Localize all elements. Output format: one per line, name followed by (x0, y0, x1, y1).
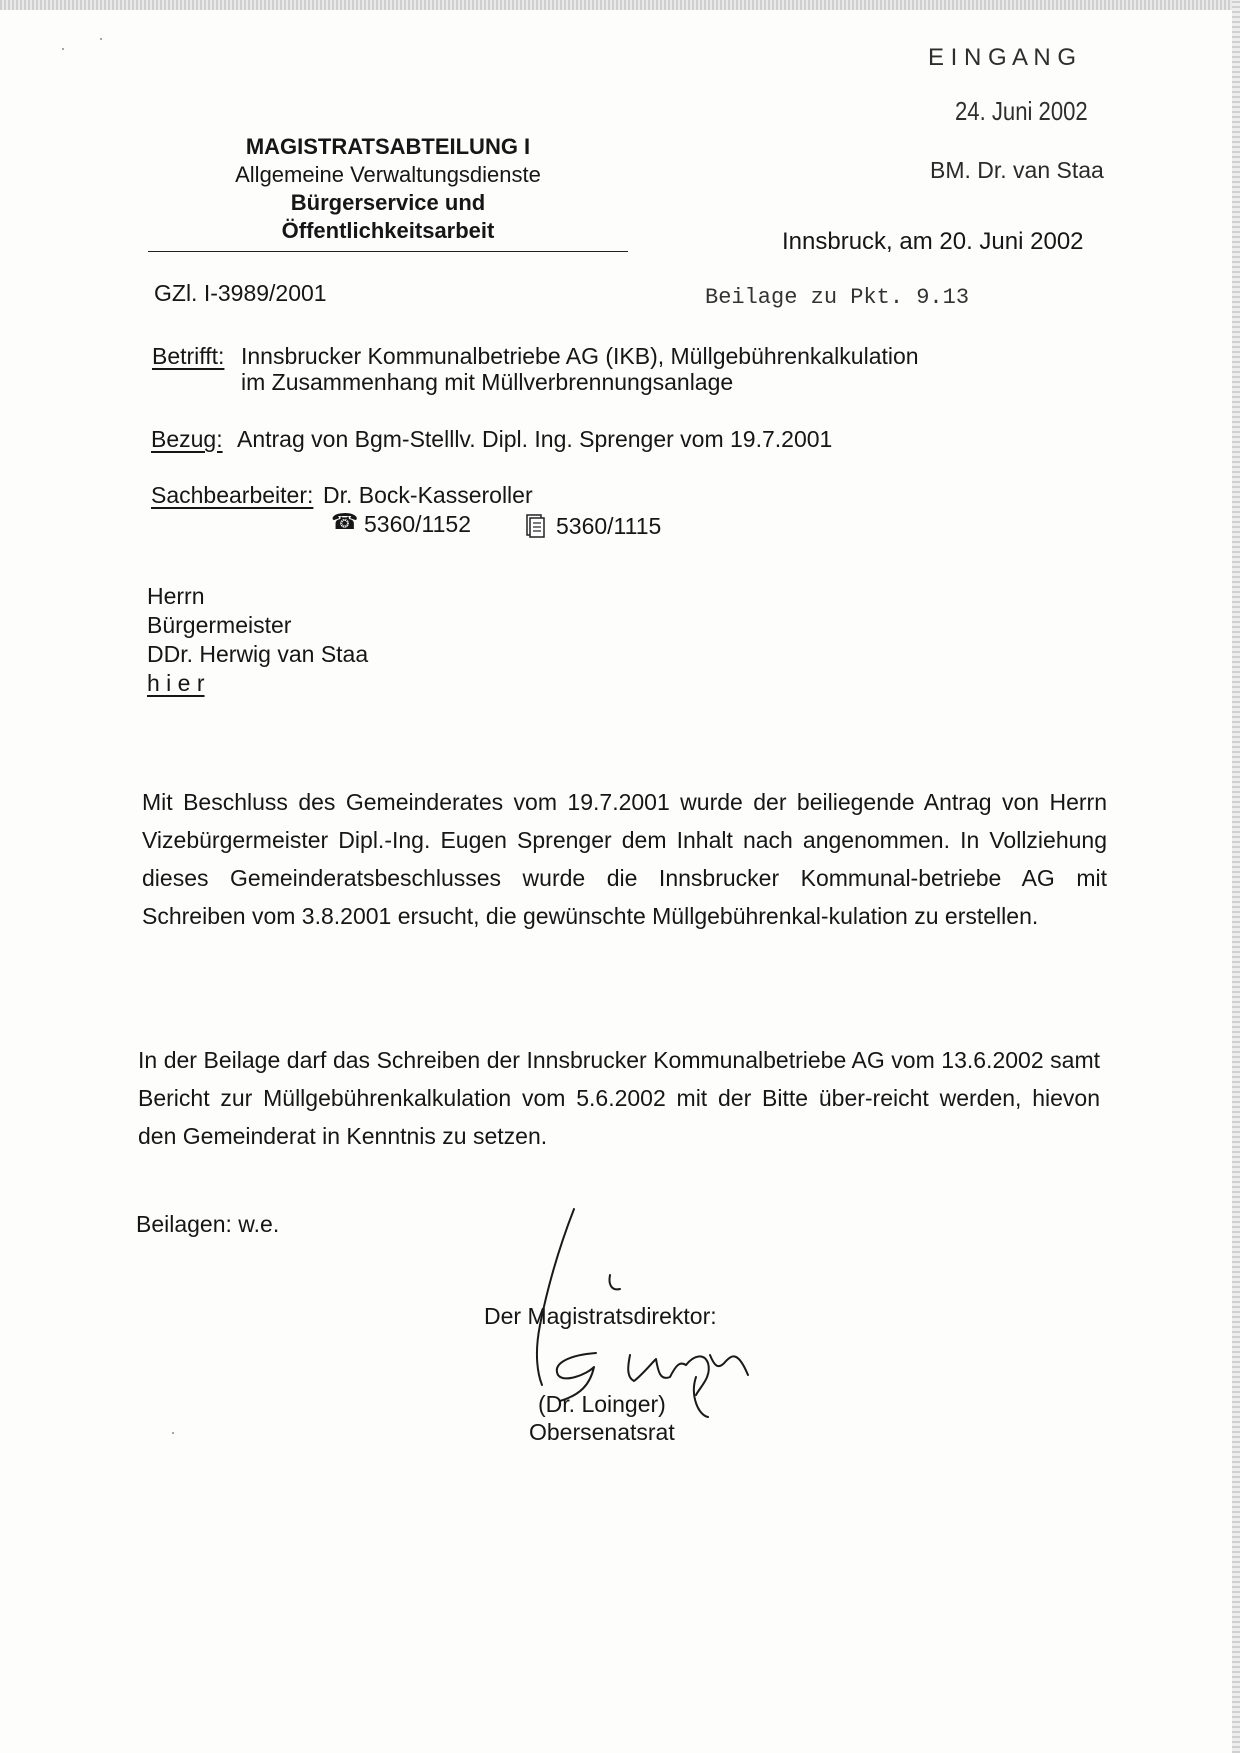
addressee-salutation: Herrn (147, 583, 205, 609)
clerk-phone: 5360/1152 (364, 511, 472, 537)
addressee-location: h i e r (147, 670, 205, 696)
department-header (148, 133, 628, 245)
addressee-name: DDr. Herwig van Staa (147, 641, 369, 667)
clerk-name: Dr. Bock-Kasseroller (323, 482, 533, 508)
stamp-date: 24. Juni 2002 (955, 96, 1088, 126)
header-divider (148, 251, 628, 252)
signatory-name: (Dr. Loinger) (538, 1391, 666, 1417)
department-unit-line1: Bürgerservice und (290, 190, 486, 215)
attachment-note: Beilage zu Pkt. 9.13 (705, 285, 970, 310)
addressee-title: Bürgermeister (147, 612, 292, 638)
scan-edge-right (1232, 0, 1240, 1753)
scan-speck (172, 1432, 174, 1434)
department-unit-line2: Öffentlichkeitsarbeit (281, 218, 495, 243)
reference-label: Bezug: (151, 426, 223, 452)
subject-line2: im Zusammenhang mit Müllverbrennungsanlage (241, 369, 734, 395)
scan-speck (100, 38, 102, 40)
phone-icon: ☎ (331, 510, 359, 535)
scan-edge-top (0, 0, 1240, 10)
reference-number: GZl. I-3989/2001 (154, 280, 327, 306)
stamp-recipient-note: BM. Dr. van Staa (930, 157, 1104, 183)
department-name: MAGISTRATSABTEILUNG I (245, 134, 531, 159)
department-subtitle: Allgemeine Verwaltungsdienste (235, 162, 541, 187)
signatory-rank: Obersenatsrat (529, 1419, 675, 1445)
enclosures: Beilagen: w.e. (136, 1211, 280, 1237)
subject-line1: Innsbrucker Kommunalbetriebe AG (IKB), Müllgebührenkalkulation (241, 343, 919, 369)
subject-label: Betrifft: (152, 343, 225, 369)
body-paragraph-2: In der Beilage darf das Schreiben der Innsbrucker Kommunalbetriebe AG vom 13.6.2002 samt Bericht zur Müllgebührenkalkulation vom 5.6.2002 mit der Bitte über-reicht werden, hievon den Gemeinderat in Kenntnis zu setzen. (138, 1047, 1100, 1149)
fax-icon (525, 514, 545, 543)
stamp-eingang-label: E I N G A N G (928, 44, 1077, 71)
signature-title: Der Magistratsdirektor: (484, 1303, 717, 1329)
clerk-label: Sachbearbeiter: (151, 482, 314, 508)
addressee-block (147, 582, 368, 698)
reference-text: Antrag von Bgm-Stelllv. Dipl. Ing. Sprenger vom 19.7.2001 (237, 426, 833, 452)
scan-speck (62, 48, 64, 50)
body-paragraph-1: Mit Beschluss des Gemeinderates vom 19.7.2001 wurde der beiliegende Antrag von Herrn Vizebürgermeister Dipl.-Ing. Eugen Sprenger dem Inhalt nach angenommen. In Vollziehung dieses Gemeinderatsbeschlusses wurde die Innsbrucker Kommunal-betriebe AG mit Schreiben vom 3.8.2001 ersucht, die gewünschte Müllgebührenkal-kulation zu erstellen. (142, 789, 1107, 929)
clerk-fax: 5360/1115 (556, 513, 662, 539)
place-date: Innsbruck, am 20. Juni 2002 (782, 228, 1084, 255)
